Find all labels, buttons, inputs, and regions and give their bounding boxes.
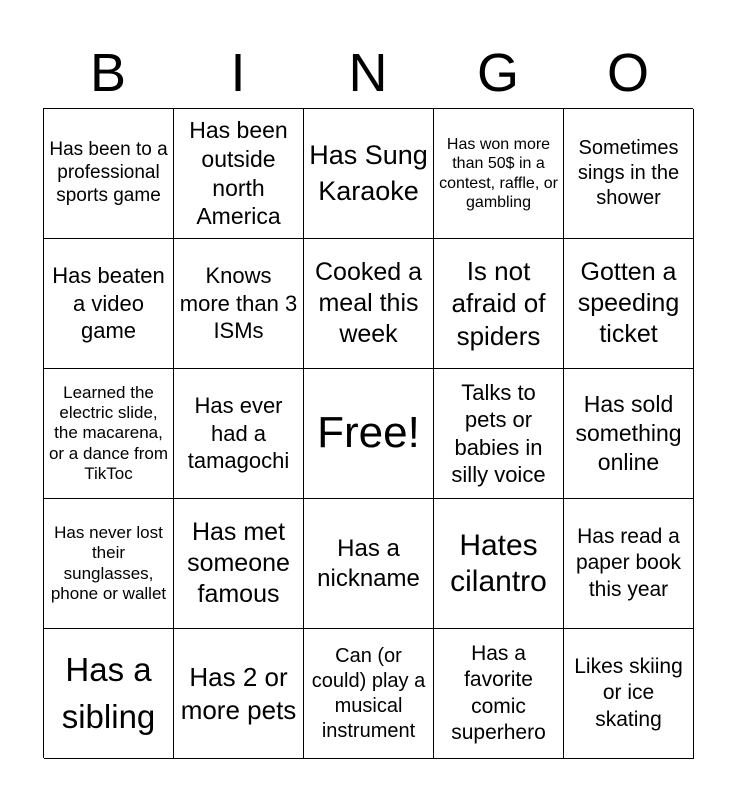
bingo-cell-r2c5[interactable]: Gotten a speeding ticket — [564, 239, 694, 369]
header-letter-o: O — [606, 43, 649, 103]
bingo-cell-r3c1[interactable]: Learned the electric slide, the macarena, or a dance from TikToc — [44, 369, 174, 499]
bingo-cell-r5c5[interactable]: Likes skiing or ice skating — [564, 629, 694, 759]
bingo-cell-r5c3[interactable]: Can (or could) play a musical instrument — [304, 629, 434, 759]
bingo-cell-r2c2[interactable]: Knows more than 3 ISMs — [174, 239, 304, 369]
header-letter-g: G — [476, 43, 519, 103]
header-letter-i: I — [230, 43, 246, 103]
bingo-cell-r5c4[interactable]: Has a favorite comic superhero — [434, 629, 564, 759]
bingo-cell-r5c2[interactable]: Has 2 or more pets — [174, 629, 304, 759]
header-letter-b: B — [89, 43, 127, 103]
bingo-cell-r1c2[interactable]: Has been outside north America — [174, 109, 304, 239]
bingo-cell-r3c2[interactable]: Has ever had a tamagochi — [174, 369, 304, 499]
bingo-cell-r2c4[interactable]: Is not afraid of spiders — [434, 239, 564, 369]
bingo-cell-r2c3[interactable]: Cooked a meal this week — [304, 239, 434, 369]
bingo-cell-r1c3[interactable]: Has Sung Karaoke — [304, 109, 434, 239]
bingo-cell-r4c2[interactable]: Has met someone famous — [174, 499, 304, 629]
bingo-cell-r3c5[interactable]: Has sold something online — [564, 369, 694, 499]
bingo-cell-r5c1[interactable]: Has a sibling — [44, 629, 174, 759]
bingo-cell-r2c1[interactable]: Has beaten a video game — [44, 239, 174, 369]
bingo-header — [43, 38, 693, 108]
bingo-cell-r1c5[interactable]: Sometimes sings in the shower — [564, 109, 694, 239]
header-letter-n: N — [348, 43, 388, 103]
bingo-board — [43, 108, 693, 758]
bingo-cell-free[interactable]: Free! — [304, 369, 434, 499]
bingo-cell-r1c1[interactable]: Has been to a professional sports game — [44, 109, 174, 239]
bingo-cell-r4c5[interactable]: Has read a paper book this year — [564, 499, 694, 629]
bingo-cell-r4c4[interactable]: Hates cilantro — [434, 499, 564, 629]
bingo-cell-r3c4[interactable]: Talks to pets or babies in silly voice — [434, 369, 564, 499]
bingo-cell-r4c1[interactable]: Has never lost their sunglasses, phone or wallet — [44, 499, 174, 629]
bingo-cell-r4c3[interactable]: Has a nickname — [304, 499, 434, 629]
bingo-cell-r1c4[interactable]: Has won more than 50$ in a contest, raffle, or gambling — [434, 109, 564, 239]
